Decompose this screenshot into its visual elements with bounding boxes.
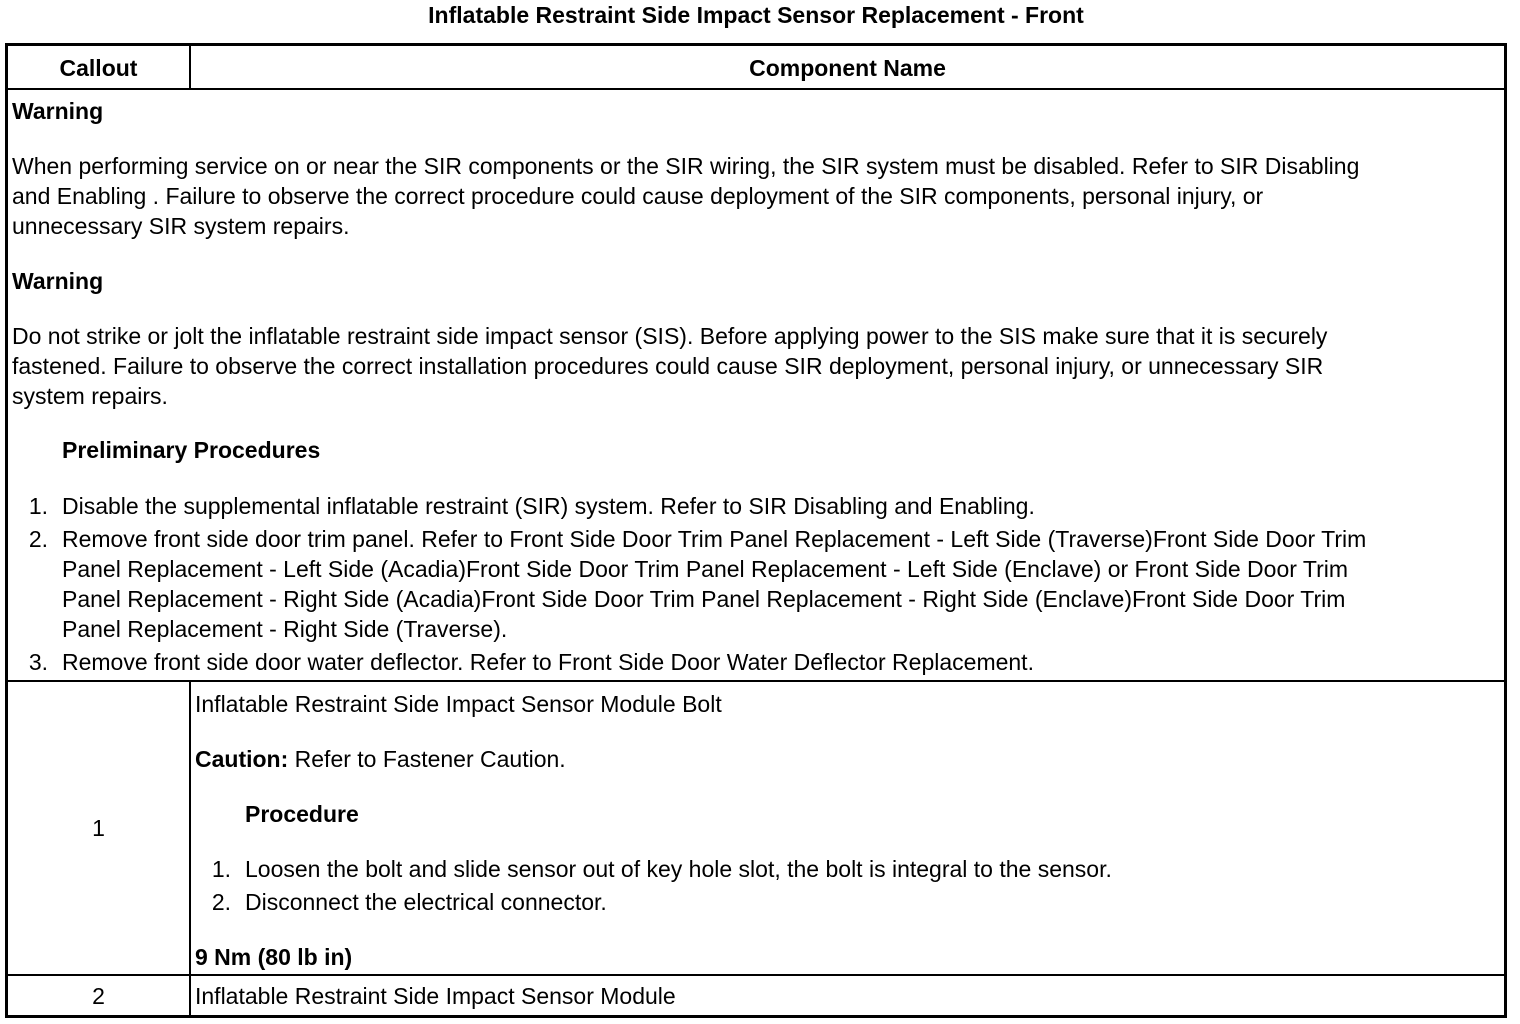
column-divider (189, 976, 191, 1015)
warning-text-line: fastened. Failure to observe the correct installation procedures could cause SIR deployment, personal injury, or unnecessary SIR (12, 353, 1324, 379)
step-text: Disconnect the electrical connector. (245, 889, 607, 915)
warning-heading: Warning (12, 98, 104, 124)
warning-text-line: system repairs. (12, 383, 168, 409)
step-number: 1. (28, 493, 48, 519)
step-text: Remove front side door water deflector. Refer to Front Side Door Water Deflector Replacement. (62, 649, 1034, 675)
warning-text-line: and Enabling . Failure to observe the correct procedure could cause deployment of the SIR components, personal injury, or (12, 183, 1264, 209)
caution-note (195, 744, 566, 774)
step-text: Disable the supplemental inflatable restraint (SIR) system. Refer to SIR Disabling and Enabling. (62, 493, 1035, 519)
step-number: 2. (28, 526, 48, 552)
step-text: Remove front side door trim panel. Refer to Front Side Door Trim Panel Replacement - Left Side (Traverse)Front Side Door Trim (62, 526, 1367, 552)
callout-number: 1 (92, 815, 105, 841)
preliminary-heading: Preliminary Procedures (62, 437, 321, 463)
warning-text-line: unnecessary SIR system repairs. (12, 213, 350, 239)
column-divider (189, 46, 191, 88)
component-name-column-header: Component Name (749, 55, 946, 81)
step-number: 1. (211, 856, 231, 882)
caution-text: Refer to Fastener Caution. (294, 746, 566, 772)
callout-column-header: Callout (59, 55, 138, 81)
step-text: Panel Replacement - Right Side (Traverse). (62, 616, 508, 642)
step-text: Loosen the bolt and slide sensor out of key hole slot, the bolt is integral to the sensor. (245, 856, 1112, 882)
step-number: 2. (211, 889, 231, 915)
caution-label: Caution: (195, 746, 289, 772)
warning-text-line: When performing service on or near the SIR components or the SIR wiring, the SIR system must be disabled. Refer to SIR Disabling (12, 153, 1360, 179)
component-name: Inflatable Restraint Side Impact Sensor Module (195, 983, 676, 1009)
step-text: Panel Replacement - Right Side (Acadia)Front Side Door Trim Panel Replacement - Right Side (Enclave)Front Side Door Trim (62, 586, 1346, 612)
table-header-row (8, 46, 1504, 90)
component-table (5, 43, 1507, 1018)
row-divider (8, 974, 1504, 976)
page-title: Inflatable Restraint Side Impact Sensor Replacement - Front (428, 2, 1084, 28)
torque-spec: 9 Nm (80 lb in) (195, 944, 353, 970)
warning-heading: Warning (12, 268, 104, 294)
step-number: 3. (28, 649, 48, 675)
row-divider (8, 680, 1504, 682)
component-name: Inflatable Restraint Side Impact Sensor Module Bolt (195, 691, 722, 717)
callout-number: 2 (92, 983, 105, 1009)
step-text: Panel Replacement - Left Side (Acadia)Front Side Door Trim Panel Replacement - Left Side (Enclave) or Front Side Door Trim (62, 556, 1349, 582)
column-divider (189, 682, 191, 974)
procedure-heading: Procedure (245, 801, 359, 827)
warning-text-line: Do not strike or jolt the inflatable restraint side impact sensor (SIS). Before applying power to the SIS make sure that it is securely (12, 323, 1328, 349)
